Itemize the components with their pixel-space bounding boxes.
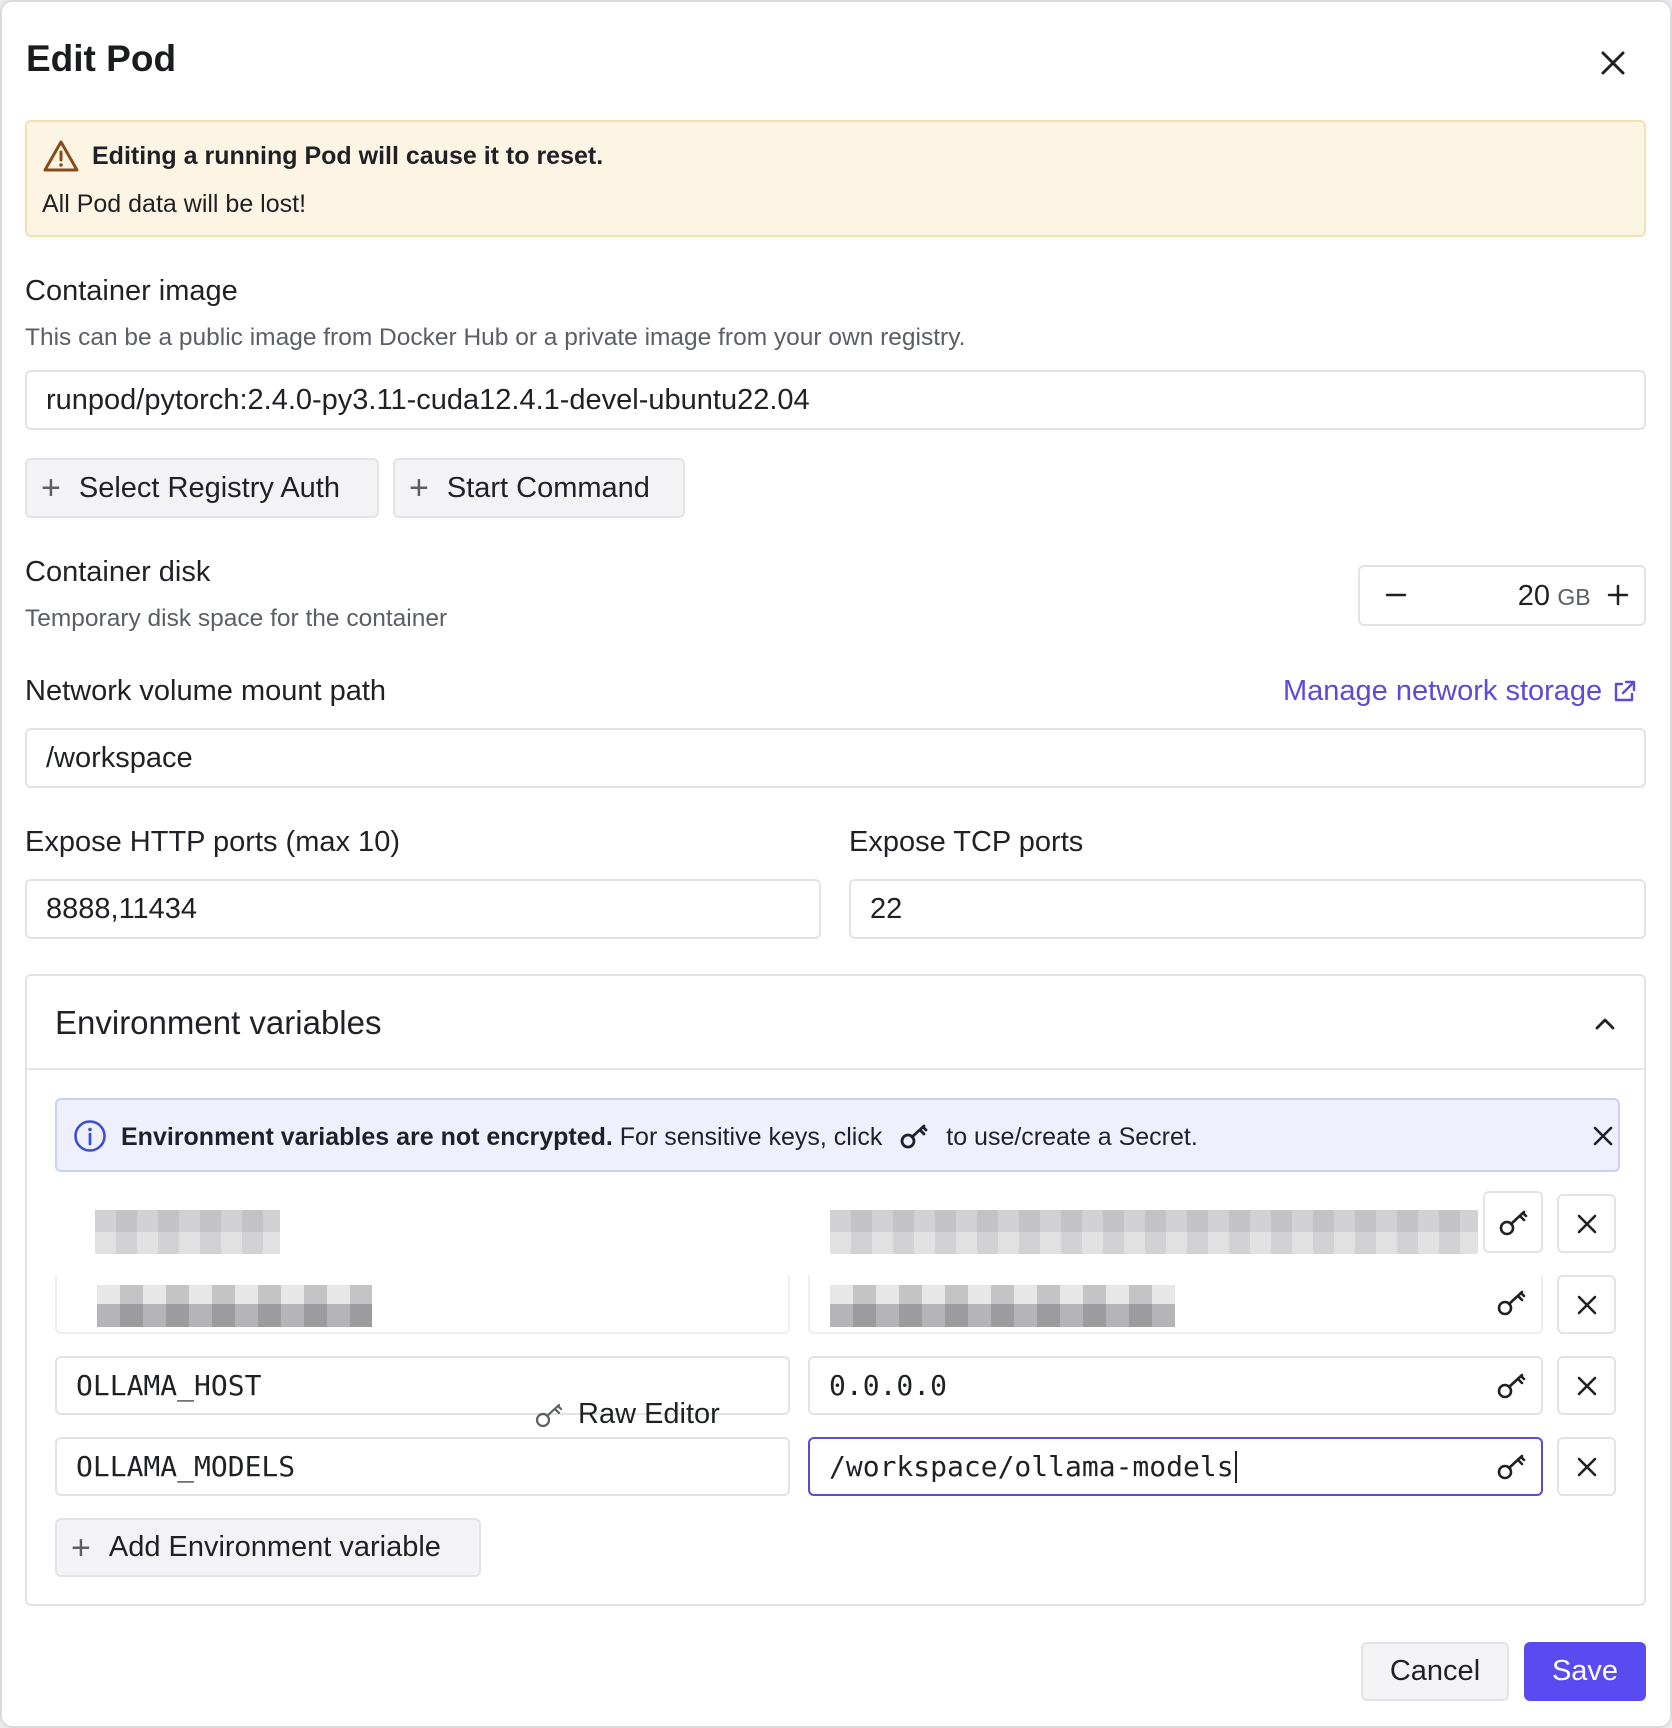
select-registry-auth-button[interactable] bbox=[25, 458, 379, 518]
container-image-label: Container image bbox=[25, 275, 238, 307]
reset-warning-banner bbox=[25, 120, 1646, 237]
raw-editor-button[interactable] bbox=[534, 1398, 720, 1431]
delete-env-row-button[interactable] bbox=[1557, 1194, 1616, 1253]
env-info-before: For sensitive keys, click bbox=[619, 1123, 883, 1151]
warning-text: All Pod data will be lost! bbox=[42, 190, 307, 218]
save-button[interactable]: Save bbox=[1524, 1642, 1646, 1701]
key-icon[interactable] bbox=[1495, 1370, 1529, 1402]
plus-icon: + bbox=[409, 469, 429, 507]
container-disk-value[interactable]: 20 bbox=[1517, 580, 1550, 612]
redacted-block bbox=[95, 1210, 280, 1254]
key-icon bbox=[1497, 1207, 1531, 1239]
chevron-up-icon[interactable] bbox=[1587, 1006, 1623, 1042]
environment-variables-title: Environment variables bbox=[55, 1004, 382, 1041]
env-info-after: to use/create a Secret. bbox=[946, 1123, 1198, 1151]
redacted-block bbox=[830, 1210, 1478, 1254]
container-image-help: This can be a public image from Docker Hub or a private image from your own registry. bbox=[25, 324, 966, 351]
env-key-input-redacted[interactable] bbox=[55, 1275, 790, 1334]
container-disk-unit: GB bbox=[1557, 584, 1591, 610]
raw-editor-label: Raw Editor bbox=[578, 1398, 720, 1430]
minus-icon[interactable] bbox=[1378, 577, 1414, 613]
start-command-label: Start Command bbox=[446, 471, 650, 504]
env-value-input-redacted[interactable] bbox=[808, 1194, 1543, 1253]
key-icon bbox=[899, 1122, 929, 1150]
http-ports-label: Expose HTTP ports (max 10) bbox=[25, 826, 400, 858]
env-info-text bbox=[121, 1122, 1198, 1152]
close-icon[interactable] bbox=[1595, 45, 1631, 81]
env-info-bold: Environment variables are not encrypted. bbox=[121, 1123, 613, 1151]
plus-icon: + bbox=[71, 1528, 91, 1567]
add-environment-variable-label: Add Environment variable bbox=[108, 1531, 441, 1563]
network-volume-label: Network volume mount path bbox=[25, 675, 387, 707]
env-key-input-redacted[interactable] bbox=[55, 1194, 790, 1253]
add-environment-variable-button[interactable] bbox=[55, 1518, 481, 1577]
env-value-text: 0.0.0.0 bbox=[829, 1369, 948, 1402]
warning-icon bbox=[43, 139, 79, 173]
key-icon[interactable] bbox=[1495, 1451, 1529, 1483]
tcp-ports-input[interactable]: 22 bbox=[849, 879, 1646, 939]
dialog-title: Edit Pod bbox=[26, 38, 177, 79]
select-registry-auth-label: Select Registry Auth bbox=[78, 471, 340, 504]
close-icon bbox=[1574, 1454, 1600, 1480]
container-disk-help: Temporary disk space for the container bbox=[25, 605, 448, 632]
network-volume-input[interactable]: /workspace bbox=[25, 728, 1646, 788]
plus-icon[interactable] bbox=[1600, 577, 1636, 613]
environment-variables-section bbox=[25, 974, 1646, 1606]
container-disk-stepper bbox=[1358, 565, 1646, 626]
start-command-button[interactable] bbox=[393, 458, 685, 518]
key-icon[interactable] bbox=[1495, 1287, 1529, 1319]
tcp-ports-label: Expose TCP ports bbox=[849, 826, 1084, 858]
external-link-icon bbox=[1610, 678, 1638, 706]
env-info-banner bbox=[55, 1098, 1620, 1172]
manage-network-storage-link[interactable] bbox=[1283, 675, 1638, 708]
section-divider bbox=[27, 1068, 1644, 1070]
env-value-input-redacted[interactable] bbox=[808, 1275, 1543, 1334]
close-icon bbox=[1574, 1292, 1600, 1318]
delete-env-row-button[interactable] bbox=[1557, 1275, 1616, 1334]
close-icon bbox=[1574, 1373, 1600, 1399]
redacted-block bbox=[830, 1285, 1175, 1327]
env-value-text: /workspace/ollama-models bbox=[829, 1450, 1234, 1483]
env-key-input[interactable]: OLLAMA_HOST bbox=[55, 1356, 790, 1415]
text-cursor bbox=[1235, 1451, 1237, 1483]
manage-network-storage-label: Manage network storage bbox=[1283, 675, 1603, 707]
container-disk-label: Container disk bbox=[25, 556, 211, 588]
close-icon bbox=[1574, 1211, 1600, 1237]
container-image-input[interactable]: runpod/pytorch:2.4.0-py3.11-cuda12.4.1-devel-ubuntu22.04 bbox=[25, 370, 1646, 430]
warning-title: Editing a running Pod will cause it to reset. bbox=[92, 142, 604, 170]
secret-key-button[interactable] bbox=[1483, 1191, 1543, 1253]
plus-icon: + bbox=[41, 469, 61, 507]
cancel-button[interactable]: Cancel bbox=[1361, 1642, 1509, 1701]
close-icon[interactable] bbox=[1587, 1120, 1619, 1152]
http-ports-input[interactable]: 8888,11434 bbox=[25, 879, 821, 939]
delete-env-row-button[interactable] bbox=[1557, 1356, 1616, 1415]
env-value-input[interactable] bbox=[808, 1356, 1543, 1415]
key-icon bbox=[534, 1401, 564, 1429]
env-key-input[interactable]: OLLAMA_MODELS bbox=[55, 1437, 790, 1496]
redacted-block bbox=[97, 1285, 372, 1327]
info-icon bbox=[73, 1119, 107, 1153]
delete-env-row-button[interactable] bbox=[1557, 1437, 1616, 1496]
env-value-input[interactable] bbox=[808, 1437, 1543, 1496]
